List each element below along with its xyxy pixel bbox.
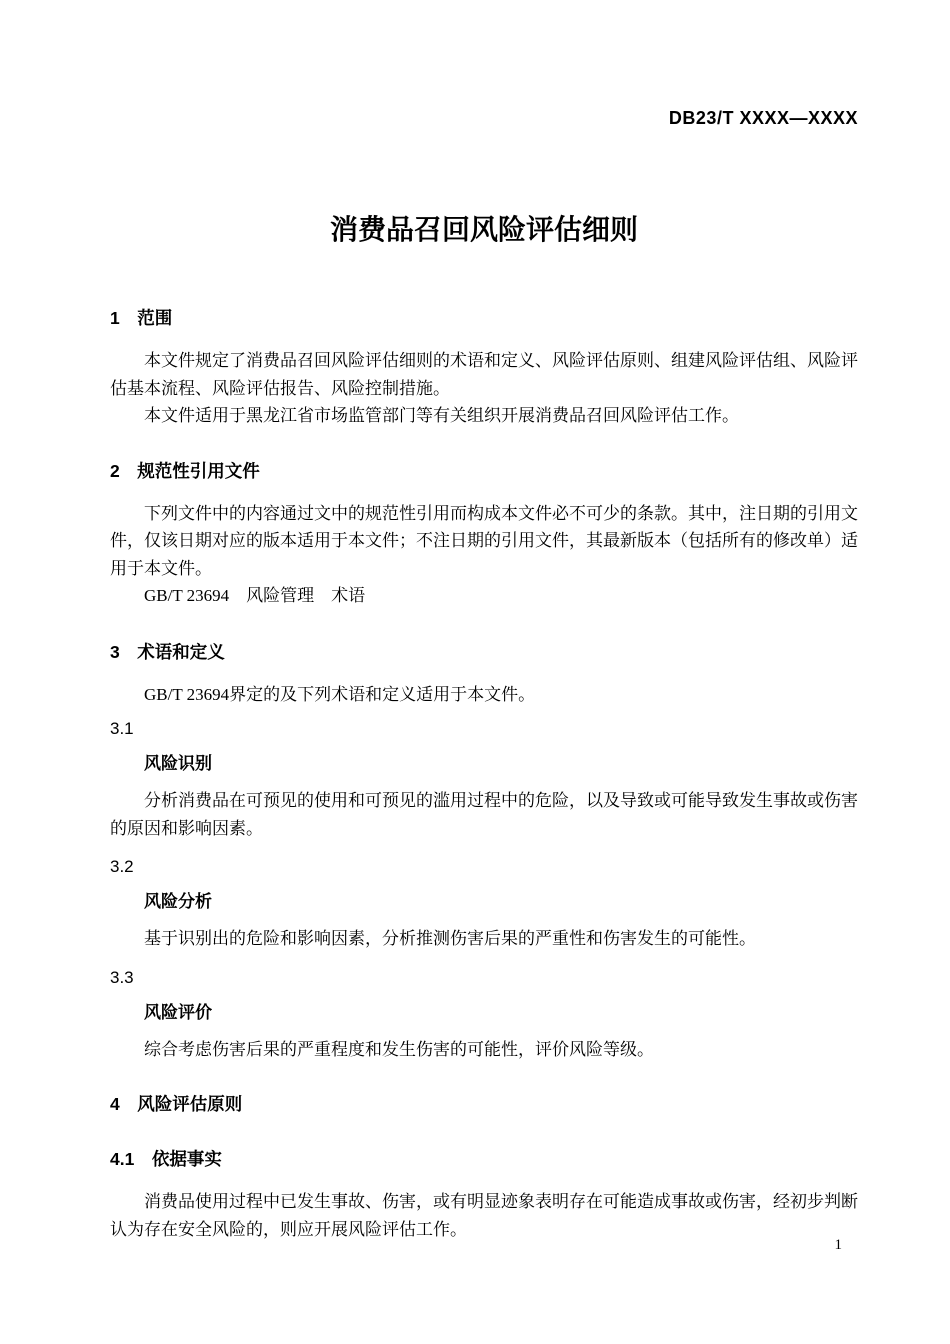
document-code: DB23/T XXXX—XXXX	[668, 108, 858, 128]
term-name: 风险评价	[144, 1002, 212, 1022]
term-number: 3.3	[110, 967, 134, 987]
document-title: 消费品召回风险评估细则	[329, 214, 638, 245]
page-number: 1	[834, 1237, 842, 1253]
clause-4-1-paragraph-1: 消费品使用过程中已发生事故、伤害，或有明显迹象表明存在可能造成事故或伤害，经初步判断认为存在安全风险的，则应开展风险评估工作。	[110, 1192, 858, 1239]
clause-4-principles-heading: 4 风险评估原则	[110, 1094, 243, 1114]
term-definition: 综合考虑伤害后果的严重程度和发生伤害的可能性，评价风险等级。	[144, 1039, 654, 1059]
clause-2-normative-references-heading: 2 规范性引用文件	[110, 460, 260, 481]
term-entry	[110, 717, 858, 842]
clause-1-paragraph-1: 本文件规定了消费品召回风险评估细则的术语和定义、风险评估原则、组建风险评估组、风险评估基本流程、风险评估报告、风险控制措施。	[110, 351, 858, 398]
term-definition: 基于识别出的危险和影响因素，分析推测伤害后果的严重性和伤害发生的可能性。	[144, 929, 756, 948]
term-number: 3.2	[110, 857, 134, 876]
clause-2-paragraph-1: 下列文件中的内容通过文中的规范性引用而构成本文件必不可少的条款。其中，注日期的引用文件，仅该日期对应的版本适用于本文件；不注日期的引用文件，其最新版本（包括所有的修改单）适用于本文件。	[110, 503, 858, 578]
clause-4-1-heading: 4.1 依据事实	[110, 1149, 222, 1169]
term-entry	[110, 855, 858, 953]
term-entry	[110, 966, 858, 1064]
clause-2-reference-entry: GB/T 23694 风险管理 术语	[144, 586, 366, 605]
term-name: 风险分析	[144, 892, 212, 911]
clause-3-intro: GB/T 23694界定的及下列术语和定义适用于本文件。	[144, 684, 536, 704]
term-definition: 分析消费品在可预见的使用和可预见的滥用过程中的危险，以及导致或可能导致发生事故或伤害的原因和影响因素。	[110, 791, 858, 838]
term-name: 风险识别	[144, 754, 212, 773]
clause-1-scope-heading: 1 范围	[110, 308, 173, 328]
clause-1-paragraph-2: 本文件适用于黑龙江省市场监管部门等有关组织开展消费品召回风险评估工作。	[144, 406, 739, 425]
clause-3-terms-heading: 3 术语和定义	[110, 641, 225, 662]
term-number: 3.1	[110, 719, 134, 738]
